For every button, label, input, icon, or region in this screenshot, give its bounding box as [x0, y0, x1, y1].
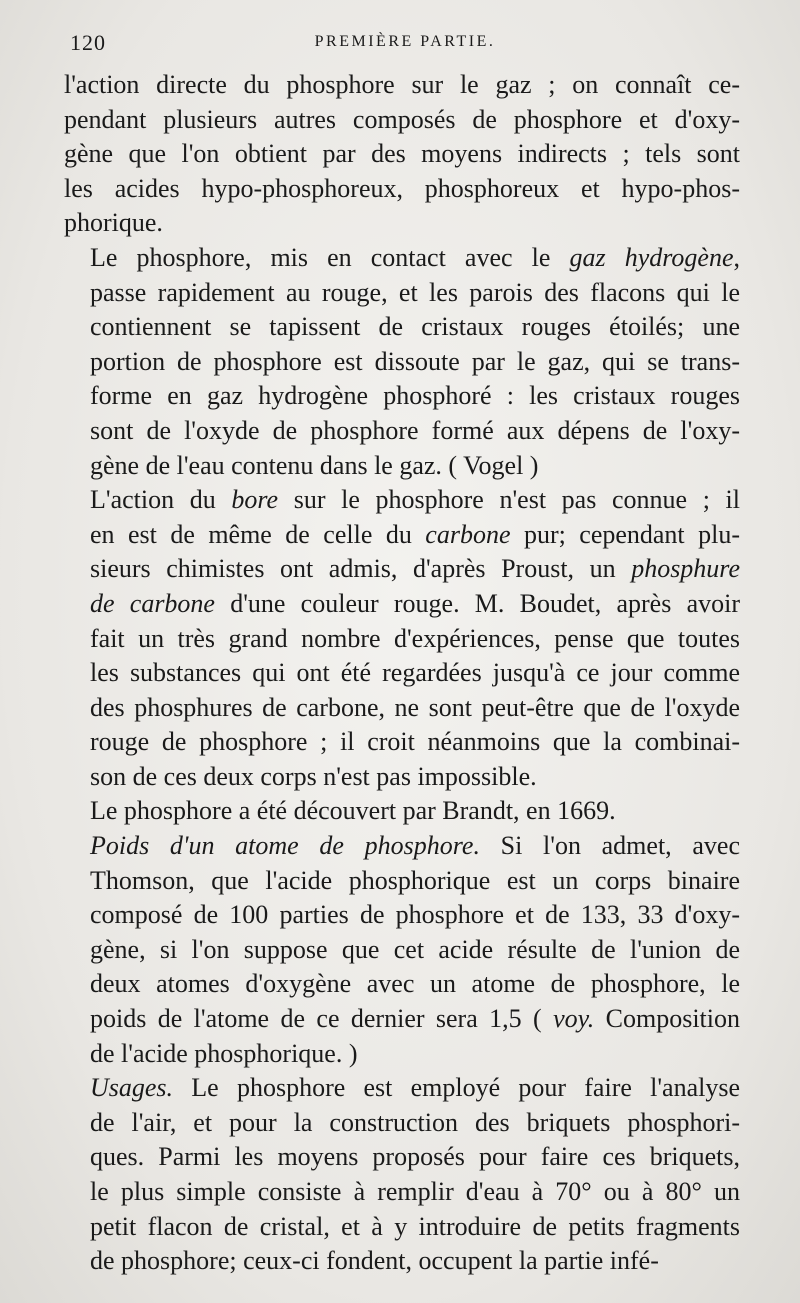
text-run: sur le phosphore n'est pas connue ; il — [278, 485, 740, 515]
page-number: 120 — [70, 30, 106, 55]
text-line — [64, 103, 740, 138]
text-line — [64, 1106, 740, 1141]
text-line — [64, 137, 740, 172]
text-line — [64, 310, 740, 345]
italic-text: bore — [231, 485, 279, 515]
text-line — [64, 622, 740, 657]
text-line — [64, 794, 740, 829]
text-run: en est de même de celle du — [90, 519, 426, 549]
italic-text: carbone — [425, 519, 511, 549]
text-run: son de ces deux corps n'est pas impossible. — [90, 761, 537, 791]
text-run: composé de 100 parties de phosphore et de 133, 33 d'oxy- — [90, 900, 740, 930]
text-run: l'action directe du phosphore sur le gaz ; on connaît ce- — [64, 70, 740, 99]
text-run: les substances qui ont été regardées jusqu'à ce jour comme — [90, 658, 740, 688]
text-run: Composition — [594, 1004, 740, 1034]
body-text — [64, 68, 740, 1279]
text-line — [64, 864, 740, 899]
text-run: , — [733, 242, 740, 272]
text-run: gène, si l'on suppose que cet acide résulte de l'union de — [90, 934, 740, 964]
text-line — [64, 1244, 740, 1279]
text-run: fait un très grand nombre d'expériences, pense que toutes — [90, 623, 740, 653]
text-line — [64, 414, 740, 449]
text-run: ques. Parmi les moyens proposés pour faire ces briquets, — [90, 1142, 740, 1172]
text-run: gène que l'on obtient par des moyens indirects ; tels sont — [64, 139, 740, 169]
text-run: des phosphures de carbone, ne sont peut-être que de l'oxyde — [90, 692, 740, 722]
text-run: Le phosphore est employé pour faire l'analyse — [173, 1073, 740, 1103]
text-line — [64, 1140, 740, 1175]
text-run: phorique. — [64, 208, 163, 238]
text-line — [64, 725, 740, 760]
text-run: les acides hypo-phosphoreux, phosphoreux et hypo-phos- — [64, 173, 740, 203]
page-header — [70, 30, 740, 60]
text-line — [64, 345, 740, 380]
text-run: de l'acide phosphorique. ) — [90, 1038, 358, 1068]
italic-text: voy. — [553, 1004, 595, 1034]
text-line — [64, 552, 740, 587]
text-run: passe rapidement au rouge, et les parois des flacons qui le — [90, 277, 740, 307]
text-line — [64, 483, 740, 518]
text-run: forme en gaz hydrogène phosphoré : les cristaux rouges — [90, 381, 740, 411]
text-run: Le phosphore a été découvert par Brandt, en 1669. — [90, 796, 616, 826]
paragraph — [64, 794, 740, 829]
text-run: sont de l'oxyde de phosphore formé aux dépens de l'oxy- — [90, 415, 740, 445]
text-run: pur; cependant plu- — [510, 519, 740, 549]
text-run: poids de l'atome de ce dernier sera 1,5 ( — [90, 1004, 554, 1034]
text-line — [64, 276, 740, 311]
text-line — [64, 967, 740, 1002]
text-run: pendant plusieurs autres composés de phosphore et d'oxy- — [64, 104, 740, 134]
italic-text: de carbone — [90, 588, 215, 618]
italic-text: Poids d'un atome de phosphore. — [90, 831, 480, 861]
paragraph — [64, 241, 740, 483]
text-line — [64, 656, 740, 691]
text-run: deux atomes d'oxygène avec un atome de phosphore, le — [90, 969, 740, 999]
text-line — [64, 691, 740, 726]
text-line — [64, 379, 740, 414]
text-run: sieurs chimistes ont admis, d'après Proust, un — [90, 554, 632, 584]
text-line — [64, 1175, 740, 1210]
text-line — [64, 1002, 740, 1037]
text-line — [64, 68, 740, 103]
text-line — [64, 449, 740, 484]
italic-text: gaz hydrogène — [569, 242, 734, 272]
italic-text: phosphure — [631, 554, 740, 584]
text-run: contiennent se tapissent de cristaux rouges étoilés; une — [90, 312, 740, 342]
text-run: Thomson, que l'acide phosphorique est un corps binaire — [90, 865, 740, 895]
italic-text: Usages. — [90, 1073, 174, 1103]
text-run: gène de l'eau contenu dans le gaz. ( Vogel ) — [90, 450, 539, 480]
text-line — [64, 933, 740, 968]
text-run: petit flacon de cristal, et à y introduire de petits fragments — [90, 1211, 740, 1241]
paragraph — [64, 483, 740, 794]
text-line — [64, 172, 740, 207]
text-run: de phosphore; ceux-ci fondent, occupent la partie infé- — [90, 1246, 659, 1276]
text-line — [64, 587, 740, 622]
text-line — [64, 206, 740, 241]
text-line — [64, 760, 740, 795]
text-line — [64, 1210, 740, 1245]
text-run: rouge de phosphore ; il croit néanmoins que la combinai- — [90, 727, 740, 757]
text-run: le plus simple consiste à remplir d'eau à 70° ou à 80° un — [90, 1177, 740, 1206]
text-line — [64, 1071, 740, 1106]
text-run: Le phosphore, mis en contact avec le — [90, 242, 570, 272]
text-run: Si l'on admet, avec — [479, 831, 740, 861]
paragraph — [64, 1071, 740, 1279]
text-run: de l'air, et pour la construction des briquets phosphori- — [90, 1107, 740, 1137]
text-line — [64, 829, 740, 864]
text-line — [64, 898, 740, 933]
text-line — [64, 518, 740, 553]
text-run: portion de phosphore est dissoute par le gaz, qui se trans- — [90, 346, 740, 376]
text-line — [64, 1037, 740, 1072]
text-run: d'une couleur rouge. M. Boudet, après avoir — [214, 588, 740, 618]
running-head: PREMIÈRE PARTIE. — [314, 33, 496, 50]
text-run: L'action du — [90, 485, 232, 515]
paragraph — [64, 68, 740, 241]
text-line — [64, 241, 740, 276]
paragraph — [64, 829, 740, 1071]
